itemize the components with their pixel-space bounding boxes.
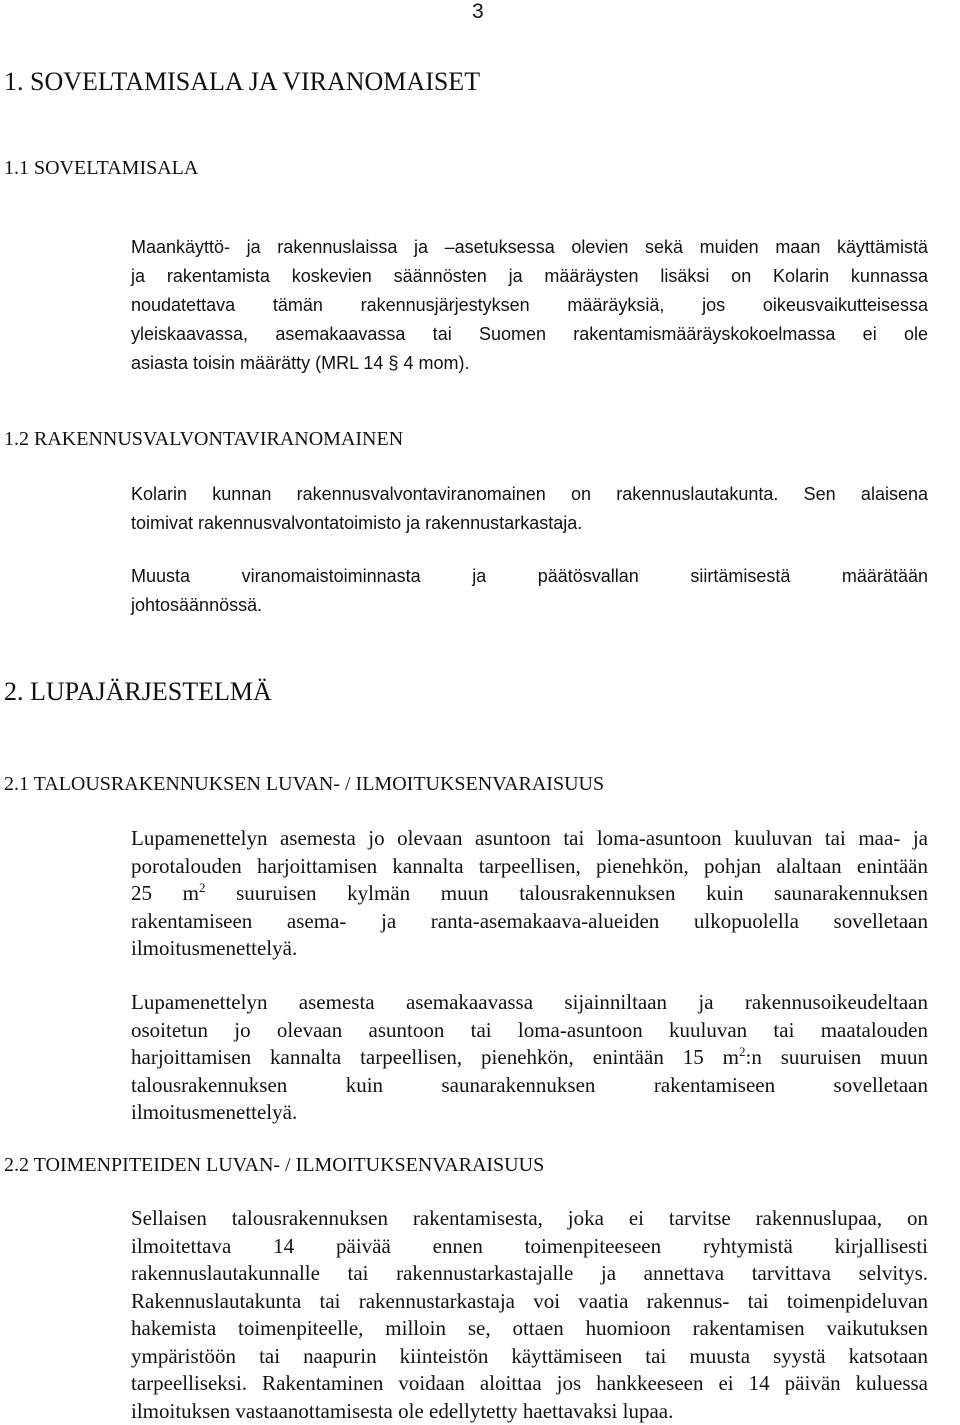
superscript: 2 [198,880,206,895]
paragraph-line: osoitetun jo olevaan asuntoon tai loma-asuntoon kuuluvan tai maatalouden [131,1017,928,1042]
paragraph-line: Rakennuslautakunta tai rakennustarkastaja voi vaatia rakennus- tai toimenpideluvan [131,1288,928,1313]
paragraph-line: noudatettava tämän rakennusjärjestyksen määräyksiä, jos oikeusvaikutteisessa [131,295,928,315]
section-2-heading: 2. LUPAJÄRJESTELMÄ [4,677,272,706]
paragraph-line [131,1044,928,1072]
paragraph-line: ja rakentamista koskevien säännösten ja määräysten lisäksi on Kolarin kunnassa [131,266,928,286]
line-text: :n suuruisen muun [745,1045,928,1069]
paragraph-line: asiasta toisin määrätty (MRL 14 § 4 mom). [131,353,470,373]
paragraph-line: rakentamiseen asema- ja ranta-asemakaava-alueiden ulkopuolella sovelletaan [131,908,928,933]
paragraph-line: tarpeelliseksi. Rakentaminen voidaan aloittaa jos hankkeeseen ei 14 päivän kuluessa [131,1371,928,1395]
paragraph-line: Kolarin kunnan rakennusvalvontaviranomainen on rakennuslautakunta. Sen alaisena [131,484,928,504]
paragraph-line: hakemista toimenpiteelle, milloin se, ottaen huomioon rakentamisen vaikutuksen [131,1316,928,1340]
paragraph-line: johtosäännössä. [131,595,263,615]
paragraph-line: ilmoituksen vastaanottamisesta ole edellytetty haettavaksi lupaa. [131,1398,674,1423]
paragraph-line: ilmoitusmenettelyä. [131,1100,298,1124]
section-2-1-paragraph-1 [131,825,928,963]
section-1-1-paragraph [131,233,928,378]
paragraph-line: Muusta viranomaistoiminnasta ja päätösvallan siirtämisestä määrätään [131,566,928,586]
paragraph-line: talousrakennuksen kuin saunarakennuksen rakentamiseen sovelletaan [131,1072,928,1097]
line-text: 25 m [131,881,199,905]
paragraph-line: ilmoitettava 14 päivää ennen toimenpiteeseen ryhtymistä kirjallisesti [131,1233,928,1258]
paragraph-line: porotalouden harjoittamisen kannalta tarpeellisen, pienehkön, pohjan alaltaan enintään [131,853,928,878]
section-1-heading: 1. SOVELTAMISALA JA VIRANOMAISET [4,67,481,96]
section-2-1-paragraph-2 [131,989,928,1127]
paragraph-line: Lupamenettelyn asemesta jo olevaan asuntoon tai loma-asuntoon kuuluvan tai maa- ja [131,826,928,850]
section-1-2-paragraph-2 [131,562,928,620]
paragraph-line: Maankäyttö- ja rakennuslaissa ja –asetuksessa olevien sekä muiden maan käyttämistä [131,237,928,257]
paragraph-line [131,880,928,908]
page-number: 3 [472,0,484,23]
paragraph-line: Sellaisen talousrakennuksen rakentamisesta, joka ei tarvitse rakennuslupaa, on [131,1206,928,1230]
line-text: suuruisen kylmän muun talousrakennuksen kuin saunarakennuksen [205,881,928,905]
section-1-2-paragraph-1 [131,480,928,538]
paragraph-line: rakennuslautakunnalle tai rakennustarkastajalle ja annettava tarvittava selvitys. [131,1261,928,1285]
paragraph-line: Lupamenettelyn asemesta asemakaavassa sijainniltaan ja rakennusoikeudeltaan [131,990,928,1014]
section-1-1-heading: 1.1 SOVELTAMISALA [4,157,199,179]
section-1-2-heading: 1.2 RAKENNUSVALVONTAVIRANOMAINEN [4,428,404,450]
section-2-1-heading: 2.1 TALOUSRAKENNUKSEN LUVAN- / ILMOITUKSENVARAISUUS [4,773,605,795]
paragraph-line: ilmoitusmenettelyä. [131,936,298,960]
paragraph-line: ympäristöön tai naapurin kiinteistön käyttämiseen tai muusta syystä katsotaan [131,1343,928,1368]
section-2-2-heading: 2.2 TOIMENPITEIDEN LUVAN- / ILMOITUKSENVARAISUUS [4,1154,545,1176]
superscript: 2 [739,1044,746,1059]
paragraph-line: yleiskaavassa, asemakaavassa tai Suomen rakentamismääräyskokoelmassa ei ole [131,324,928,344]
line-text: harjoittamisen kannalta tarpeellisen, pienehkön, enintään 15 m [131,1045,739,1069]
paragraph-line: toimivat rakennusvalvontatoimisto ja rakennustarkastaja. [131,513,583,533]
section-2-2-paragraph [131,1205,928,1425]
